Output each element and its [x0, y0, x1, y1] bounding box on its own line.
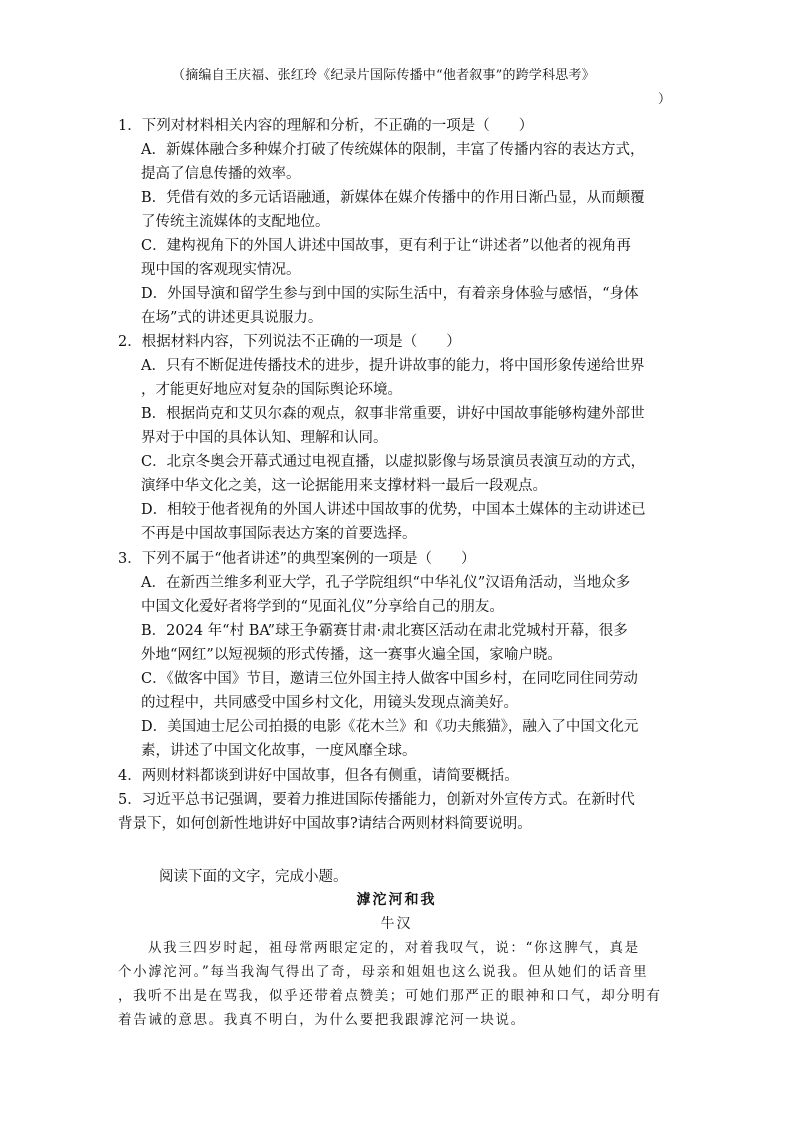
question-1-option-c-cont: 现中国的客观现实情况。	[141, 262, 301, 278]
question-3-option-b-cont: 外地“网红”以短视频的形式传播，这一赛事火遍全国，家喻户晓。	[141, 647, 562, 663]
question-1-option-c: C．建构视角下的外国人讲述中国故事，更有利于让“讲述者”以他者的视角再	[141, 238, 631, 254]
question-3-option-b: B．2024 年“村 BA”球王争霸赛甘肃·肃北赛区活动在肃北党城村开幕，很多	[141, 623, 628, 639]
question-2-stem: 2．根据材料内容，下列说法不正确的一项是（ ）	[118, 334, 461, 350]
question-3-option-d-cont: 素，讲述了中国文化故事，一度风靡全球。	[141, 743, 417, 759]
question-3-option-d: D．美国迪士尼公司拍摄的电影《花木兰》和《功夫熊猫》，融入了中国文化元	[141, 719, 639, 735]
passage-author: 牛汉	[380, 916, 413, 932]
question-1-option-b: B．凭借有效的多元话语融通，新媒体在媒介传播中的作用日渐凸显，从而颠覆	[141, 190, 645, 206]
reading-intro: 阅读下面的文字，完成小题。	[159, 869, 348, 885]
source-citation-close: ）	[658, 92, 672, 107]
question-2-option-c-cont: 演绎中华文化之美，这一论据能用来支撑材料一最后一段观点。	[141, 478, 547, 494]
question-3-option-c: C．《做客中国》节目，邀请三位外国主持人做客中国乡村，在同吃同住同劳动	[141, 671, 638, 687]
question-2-option-c: C．北京冬奥会开幕式通过电视直播，以虚拟影像与场景演员表演互动的方式，	[141, 454, 646, 470]
question-2-option-d: D．相较于他者视角的外国人讲述中国故事的优势，中国本土媒体的主动讲述已	[141, 502, 646, 518]
question-2-option-a-cont: ，才能更好地应对复杂的国际舆论环境。	[141, 382, 402, 398]
question-3-option-a: A．在新西兰维多利亚大学，孔子学院组织“中华礼仪”汉语角活动，当地众多	[141, 575, 631, 591]
passage-line-4: 着告诫的意思。我真不明白，为什么要把我跟滹沱河一块说。	[118, 1012, 526, 1028]
question-5-stem-cont: 背景下，如何创新性地讲好中国故事?请结合两则材料简要说明。	[118, 816, 532, 832]
question-1-stem: 1．下列对材料相关内容的理解和分析，不正确的一项是（ ）	[118, 118, 534, 134]
question-1-option-d: D．外国导演和留学生参与到中国的实际生活中，有着亲身体验与感悟，“身体	[141, 286, 639, 302]
question-3-stem: 3．下列不属于“他者讲述”的典型案例的一项是（ ）	[118, 551, 476, 567]
question-4-stem: 4．两则材料都谈到讲好中国故事，但各有侧重，请简要概括。	[118, 768, 519, 784]
question-3-option-a-cont: 中国文化爱好者将学到的“见面礼仪”分享给自己的朋友。	[141, 599, 504, 615]
question-2-option-a: A．只有不断促进传播技术的进步，提升讲故事的能力，将中国形象传递给世界	[141, 358, 645, 374]
passage-line-1: 从我三四岁时起，祖母常两眼定定的，对着我叹气，说：“你这脾气，真是	[148, 940, 640, 956]
question-1-option-b-cont: 了传统主流媒体的支配地位。	[141, 214, 330, 230]
question-5-stem: 5．习近平总书记强调，要着力推进国际传播能力，创新对外宣传方式。在新时代	[118, 792, 635, 808]
question-2-option-b: B．根据尚克和艾贝尔森的观点，叙事非常重要，讲好中国故事能够构建外部世	[141, 406, 645, 422]
passage-title: 滹沱河和我	[356, 892, 437, 908]
question-1-option-a-cont: 提高了信息传播的效率。	[141, 166, 301, 182]
question-3-option-c-cont: 的过程中，共同感受中国乡村文化，用镜头发现点滴美好。	[141, 695, 518, 711]
question-1-option-d-cont: 在场”式的讲述更具说服力。	[141, 310, 323, 326]
question-2-option-d-cont: 不再是中国故事国际表达方案的首要选择。	[141, 526, 417, 542]
question-1-option-a: A．新媒体融合多种媒介打破了传统媒体的限制，丰富了传播内容的表达方式，	[141, 142, 645, 158]
question-2-option-b-cont: 界对于中国的具体认知、理解和认同。	[141, 430, 388, 446]
source-citation: （摘编自王庆福、张红玲《纪录片国际传播中“他者叙事”的跨学科思考》	[172, 68, 595, 83]
passage-line-2: 个小滹沱河。”每当我淘气得出了奇，母亲和姐姐也这么说我。但从她们的话音里	[118, 964, 649, 980]
passage-line-3: ，我听不出是在骂我，似乎还带着点赞美；可她们那严正的眼神和口气，却分明有	[118, 988, 662, 1004]
